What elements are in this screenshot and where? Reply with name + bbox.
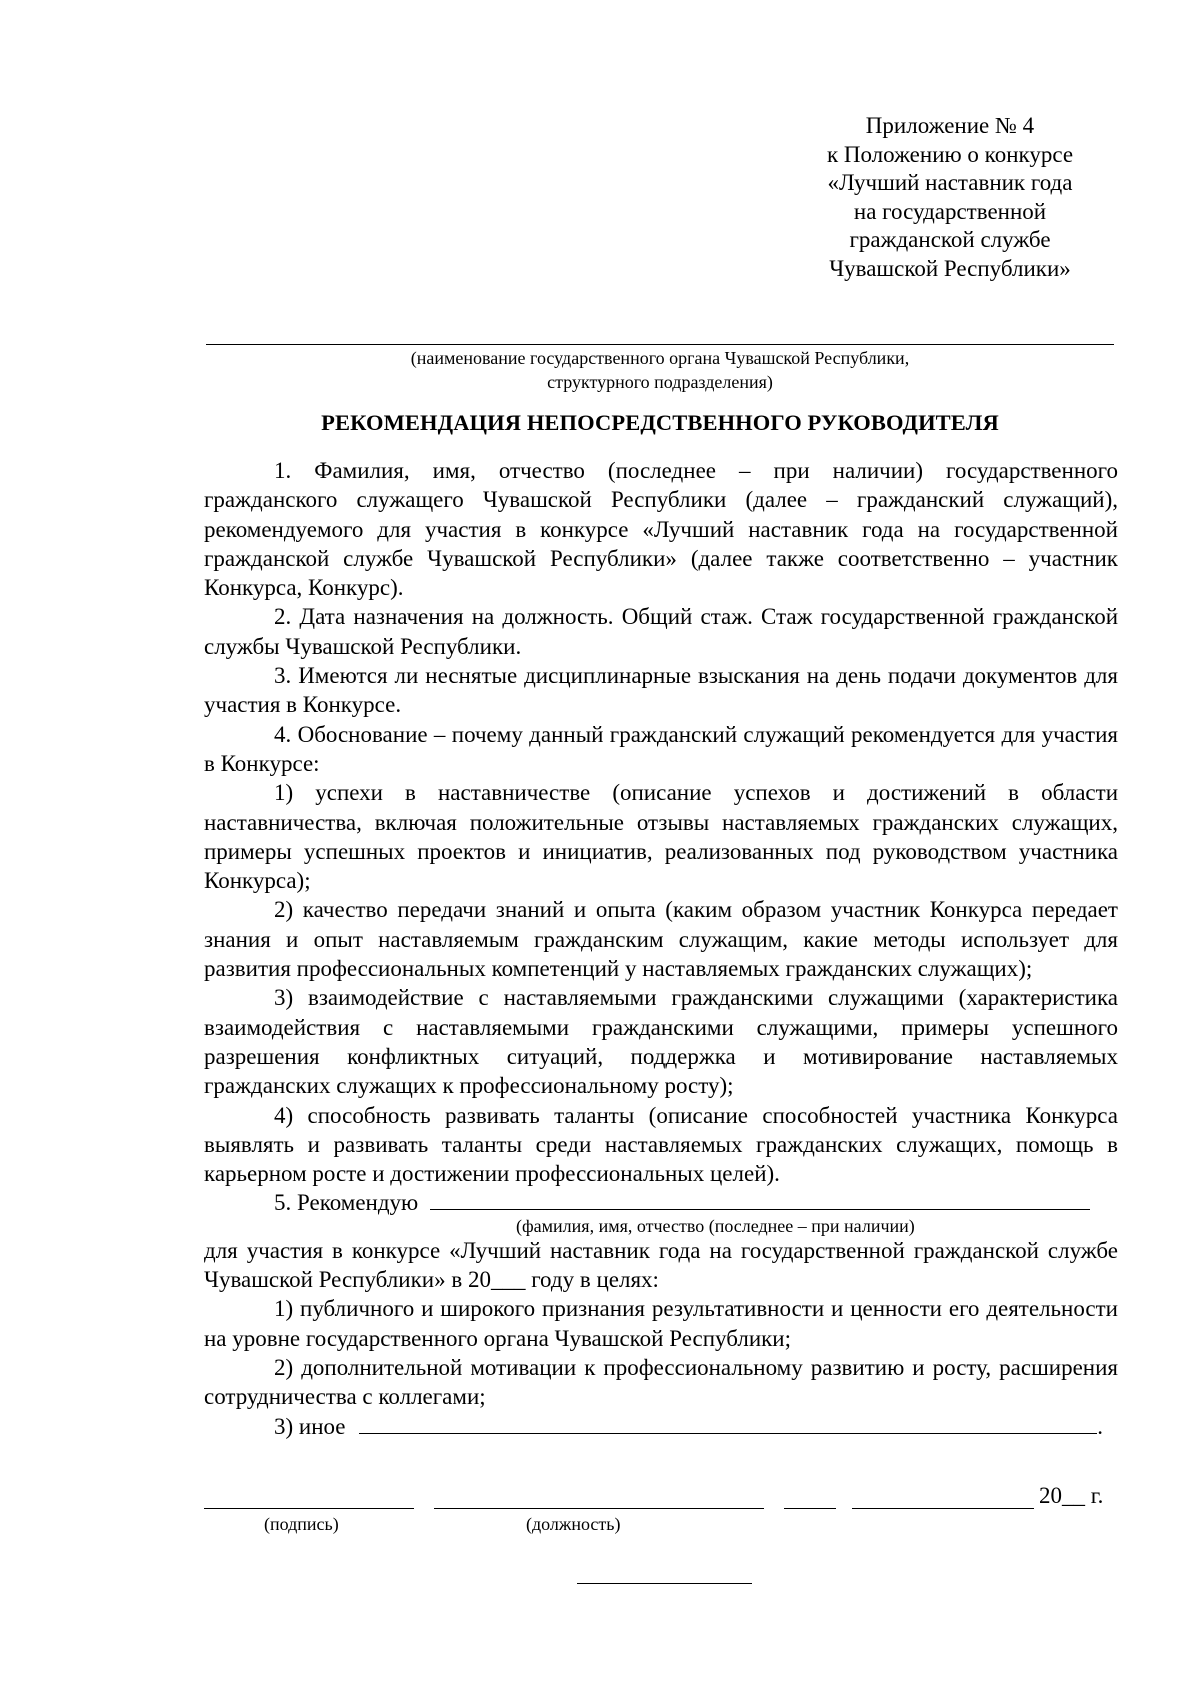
document-title: РЕКОМЕНДАЦИЯ НЕПОСРЕДСТВЕННОГО РУКОВОДИТЕЛЯ: [321, 410, 999, 435]
appendix-line: гражданской службе: [849, 227, 1051, 252]
recommended-name-caption: (фамилия, имя, отчество (последнее – при наличии): [516, 1215, 915, 1236]
paragraph-5-1: 1) публичного и широкого признания результативности и ценности его деятельности на уровне государственного органа Чувашской Республики;: [204, 1296, 1118, 1351]
date-year-suffix: 20__ г.: [1039, 1483, 1104, 1508]
appendix-line: «Лучший наставник года: [827, 170, 1073, 195]
signature-blank[interactable]: [204, 1508, 414, 1509]
recommend-label: 5. Рекомендую: [274, 1190, 419, 1216]
paragraph-4-1: 1) успехи в наставничестве (описание успехов и достижений в области наставничества, включая положительные отзывы наставляемых гражданских служащих, примеры успешных проектов и инициатив, реализованных под руководством участника Конкурса);: [204, 780, 1118, 894]
recommended-name-caption-row: [204, 1216, 1118, 1236]
document-body: [204, 456, 1118, 1441]
appendix-line: Приложение № 4: [865, 113, 1035, 138]
appendix-header: [760, 112, 1140, 283]
paragraph-4-3: 3) взаимодействие с наставляемыми гражданскими служащими (характеристика взаимодействия с наставляемыми гражданскими служащими, примеры успешного разрешения конфликтных ситуаций, поддержка и мотивирование наставляемых гражданских служащих к профессиональному росту);: [204, 985, 1118, 1099]
position-caption: (должность): [526, 1514, 621, 1534]
org-name-blank-line: [206, 344, 1114, 345]
appendix-line: Чувашской Республики»: [829, 255, 1071, 281]
paragraph-1: 1. Фамилия, имя, отчество (последнее – при наличии) государственного гражданского служащего Чувашской Республики (далее – гражданский служащий), рекомендуемого для участия в конкурсе «Лучший наставник года на государственной гражданской службе Чувашской Республики» (далее также соответственно – участник Конкурса, Конкурс).: [204, 458, 1118, 601]
footer-separator-line: [577, 1583, 752, 1584]
appendix-line: на государственной: [853, 198, 1047, 224]
org-name-caption: [206, 346, 1114, 394]
other-purpose-blank[interactable]: [359, 1415, 1097, 1434]
paragraph-5-continuation: для участия в конкурсе «Лучший наставник года на государственной гражданской службе Чувашской Республики» в 20___ году в целях:: [204, 1237, 1118, 1293]
paragraph-3: 3. Имеются ли неснятые дисциплинарные взыскания на день подачи документов для участия в Конкурсе.: [204, 663, 1118, 718]
other-label: 3) иное: [274, 1413, 346, 1439]
other-end-period: .: [1097, 1413, 1104, 1439]
paragraph-2: 2. Дата назначения на должность. Общий стаж. Стаж государственной гражданской службы Чувашской Республики.: [204, 604, 1118, 659]
appendix-line: к Положению о конкурсе: [826, 141, 1074, 167]
paragraph-5-2: 2) дополнительной мотивации к профессиональному развитию и росту, расширения сотрудничества с коллегами;: [204, 1354, 1118, 1410]
paragraph-5-3: [204, 1412, 1118, 1441]
signature-caption: (подпись): [264, 1514, 339, 1534]
paragraph-4-2: 2) качество передачи знаний и опыта (каким образом участник Конкурса передает знания и опыт наставляемым гражданским служащим, какие методы использует для развития профессиональных компетенций у наставляемых гражданских служащих);: [204, 897, 1118, 982]
paragraph-4: 4. Обоснование – почему данный гражданский служащий рекомендуется для участия в Конкурсе:: [204, 721, 1118, 776]
recommend-row: [204, 1188, 1118, 1217]
org-caption-line: (наименование государственного органа Чувашской Республики,: [410, 348, 910, 368]
recommended-name-blank[interactable]: [430, 1191, 1090, 1210]
signature-block: [204, 1482, 1118, 1542]
position-blank[interactable]: [434, 1508, 764, 1509]
date-month-blank[interactable]: [852, 1508, 1034, 1509]
org-caption-line: структурного подразделения): [547, 372, 773, 392]
date-day-blank[interactable]: [784, 1508, 836, 1509]
paragraph-4-4: 4) способность развивать таланты (описание способностей участника Конкурса выявлять и развивать таланты среди наставляемых гражданских служащих, помощь в карьерном росте и достижении профессиональных целей).: [204, 1102, 1118, 1187]
